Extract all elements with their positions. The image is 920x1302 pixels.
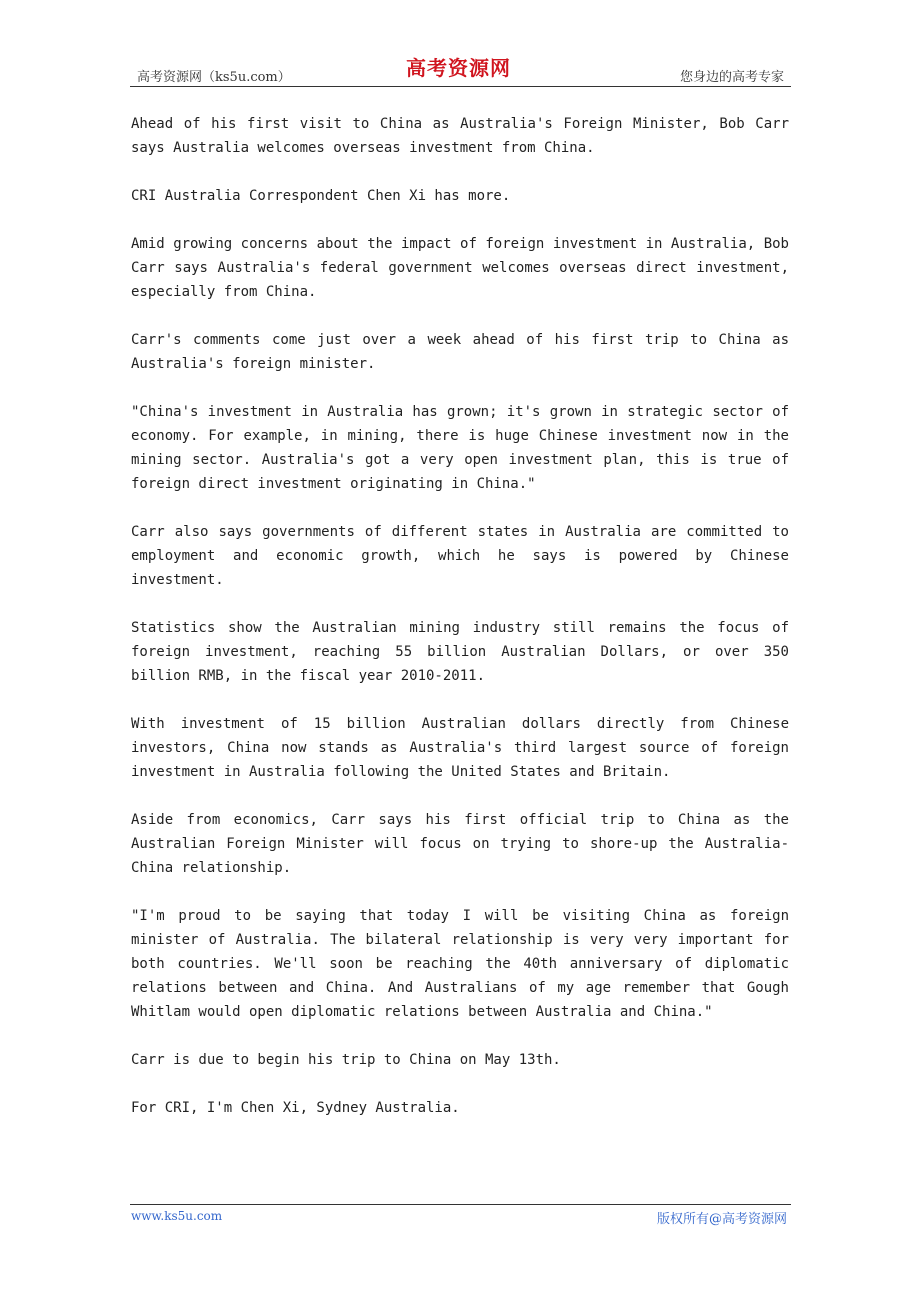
header-slogan: 您身边的高考专家 <box>679 70 784 85</box>
article-paragraph: CRI Australia Correspondent Chen Xi has more. <box>131 188 511 204</box>
article-paragraph: Carr's comments come just over a week ahead of his first trip to China as Australia's foreign minister. <box>131 332 789 372</box>
article-paragraph: For CRI, I'm Chen Xi, Sydney Australia. <box>131 1100 460 1116</box>
article-paragraph: "China's investment in Australia has grown; it's grown in strategic sector of economy. For example, in mining, there is huge Chinese investment now in the mining sector. Australia's got a very open investment plan, this is true of foreign direct investment originating in China." <box>131 404 789 492</box>
footer-copyright: 版权所有@高考资源网 <box>656 1212 787 1227</box>
article-paragraph: Amid growing concerns about the impact of foreign investment in Australia, Bob Carr says Australia's federal government welcomes overseas direct investment, especially from China. <box>131 236 789 300</box>
page-header <box>130 52 791 87</box>
article-paragraph: Ahead of his first visit to China as Australia's Foreign Minister, Bob Carr says Australia welcomes overseas investment from China. <box>131 116 789 156</box>
article-paragraph: Statistics show the Australian mining industry still remains the focus of foreign investment, reaching 55 billion Australian Dollars, or over 350 billion RMB, in the fiscal year 2010-2011. <box>131 620 789 684</box>
header-logo: 高考资源网 <box>406 56 511 80</box>
article-paragraph: With investment of 15 billion Australian dollars directly from Chinese investors, China now stands as Australia's third largest source of foreign investment in Australia following the United States and Britain. <box>131 716 789 780</box>
page-footer <box>130 1204 791 1229</box>
article-body <box>131 112 789 1144</box>
article-paragraph: Carr is due to begin his trip to China on May 13th. <box>131 1052 561 1068</box>
footer-site-link[interactable]: www.ks5u.com <box>131 1209 223 1223</box>
article-paragraph: Aside from economics, Carr says his first official trip to China as the Australian Foreign Minister will focus on trying to shore-up the Australia-China relationship. <box>131 812 789 876</box>
header-site-name: 高考资源网（ks5u.com） <box>137 70 291 85</box>
article-paragraph: "I'm proud to be saying that today I will be visiting China as foreign minister of Australia. The bilateral relationship is very very important for both countries. We'll soon be reaching the 40th anniversary of diplomatic relations between and China. And Australians of my age remember that Gough Whitlam would open diplomatic relations between Australia and China." <box>131 908 789 1020</box>
article-paragraph: Carr also says governments of different states in Australia are committed to employment and economic growth, which he says is powered by Chinese investment. <box>131 524 789 588</box>
